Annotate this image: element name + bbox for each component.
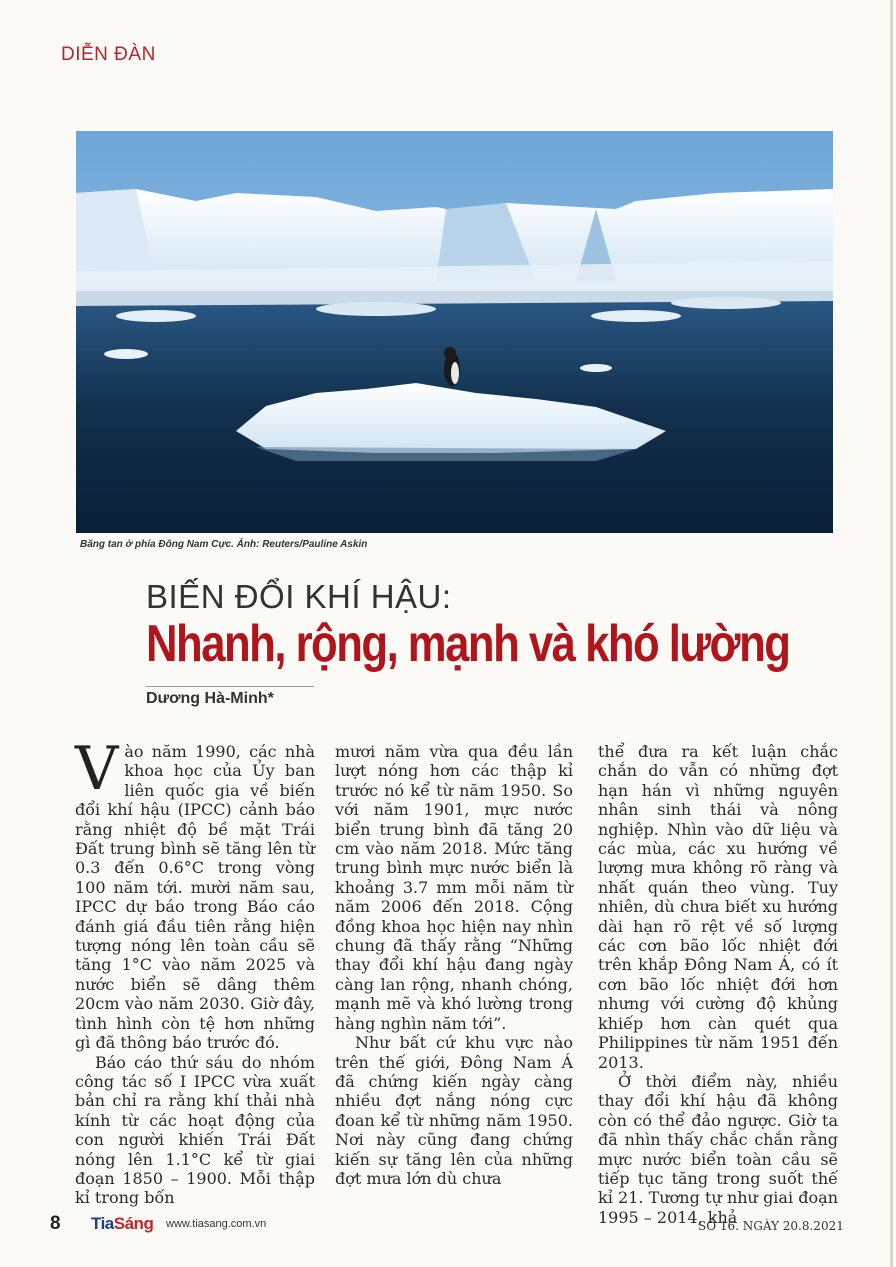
page-edge <box>890 0 893 1267</box>
logo-text-part2: Sáng <box>113 1214 154 1233</box>
paragraph: mươi năm vừa qua đều lần lượt nóng hơn các thập kỉ trước nó kể từ năm 1950. So với năm 1901, mực nước biển trung bình đã tăng 20 cm vào năm 2018. Mức tăng trung bình mực nước biển là khoảng 3.7 mm mỗi năm từ năm 2006 đến 2018. Cộng đồng khoa học hiện nay nhìn chung đã thấy rằng “Những thay đổi khí hậu đang ngày càng lan rộng, nhanh chóng, mạnh mẽ và khó lường trong hàng nghìn năm tới”. <box>335 742 573 1033</box>
paragraph: Báo cáo thứ sáu do nhóm công tác số I IPCC vừa xuất bản chỉ ra rằng khí thải nhà kính từ các hoạt động của con người khiến Trái Đất nóng lên 1.1°C kể từ giai đoạn 1850 – 1900. Mỗi thập kỉ trong bốn <box>75 1052 315 1208</box>
iceberg-photo-illustration <box>76 131 833 533</box>
article-author: Dương Hà-Minh* <box>146 690 274 707</box>
paragraph: Như bất cứ khu vực nào trên thế giới, Đông Nam Á đã chứng kiến ngày càng nhiều đợt nắng nóng cực đoan kể từ những năm 1950. Nơi này cũng đang chứng kiến sự tăng lên của những đợt mưa lớn dù chưa <box>335 1033 573 1188</box>
text-column-3 <box>598 742 838 1227</box>
paragraph <box>75 734 315 1053</box>
photo-caption: Băng tan ở phía Đông Nam Cực. Ảnh: Reuters/Pauline Askin <box>80 539 368 550</box>
page-number: 8 <box>50 1213 61 1234</box>
drop-cap: V <box>75 734 119 804</box>
author-divider <box>146 686 314 687</box>
paragraph: Ở thời điểm này, nhiều thay đổi khí hậu đã không còn có thể đảo ngược. Giờ ta đã nhìn thấy chắc chắn rằng mực nước biển toàn cầu sẽ tiếp tục tăng trong suốt thế kỉ 21. Tương tự như giai đoạn 1995 – 2014, khả <box>598 1071 838 1227</box>
magazine-logo <box>91 1214 153 1234</box>
article-kicker: BIẾN ĐỔI KHÍ HẬU: <box>146 578 452 615</box>
website-link[interactable]: www.tiasang.com.vn <box>166 1218 267 1230</box>
article-headline: Nhanh, rộng, mạnh và khó lường <box>146 615 790 673</box>
issue-info: SỐ 16. NGÀY 20.8.2021 <box>698 1219 844 1233</box>
paragraph: thể đưa ra kết luận chắc chắn do vẫn có những đợt hạn hán vì những nguyên nhân sinh thái và nông nghiệp. Nhìn vào dữ liệu và các mùa, các xu hướng về lượng mưa không rõ ràng và nhất quán theo vùng. Tuy nhiên, dù chưa biết xu hướng dài hạn rõ rệt về số lượng các cơn bão lốc nhiệt đới trên khắp Đông Nam Á, có ít cơn bão lốc nhiệt đới hơn nhưng với cường độ khủng khiếp hơn càn quét qua Philippines từ năm 1951 đến 2013. <box>598 742 838 1072</box>
paragraph-text: ào năm 1990, các nhà khoa học của Ủy ban liên quốc gia về biến đổi khí hậu (IPCC) cảnh báo rằng nhiệt độ bề mặt Trái Đất trung bình sẽ tăng lên từ 0.3 đến 0.6°C trong vòng 100 năm tới. mười năm sau, IPCC dự báo trong Báo cáo đánh giá đầu tiên rằng hiện tượng nóng lên toàn cầu sẽ tăng 1°C vào năm 2025 và nước biển sẽ dâng thêm 20cm vào năm 2030. Giờ đây, tình hình còn tệ hơn những gì đã thông báo trước đó. <box>75 742 315 1053</box>
text-column-2 <box>335 742 573 1188</box>
article-photo <box>76 131 833 533</box>
section-label: DIỄN ĐÀN <box>61 44 156 65</box>
text-column-1 <box>75 734 315 1208</box>
logo-text-part1: Tia <box>91 1214 114 1233</box>
